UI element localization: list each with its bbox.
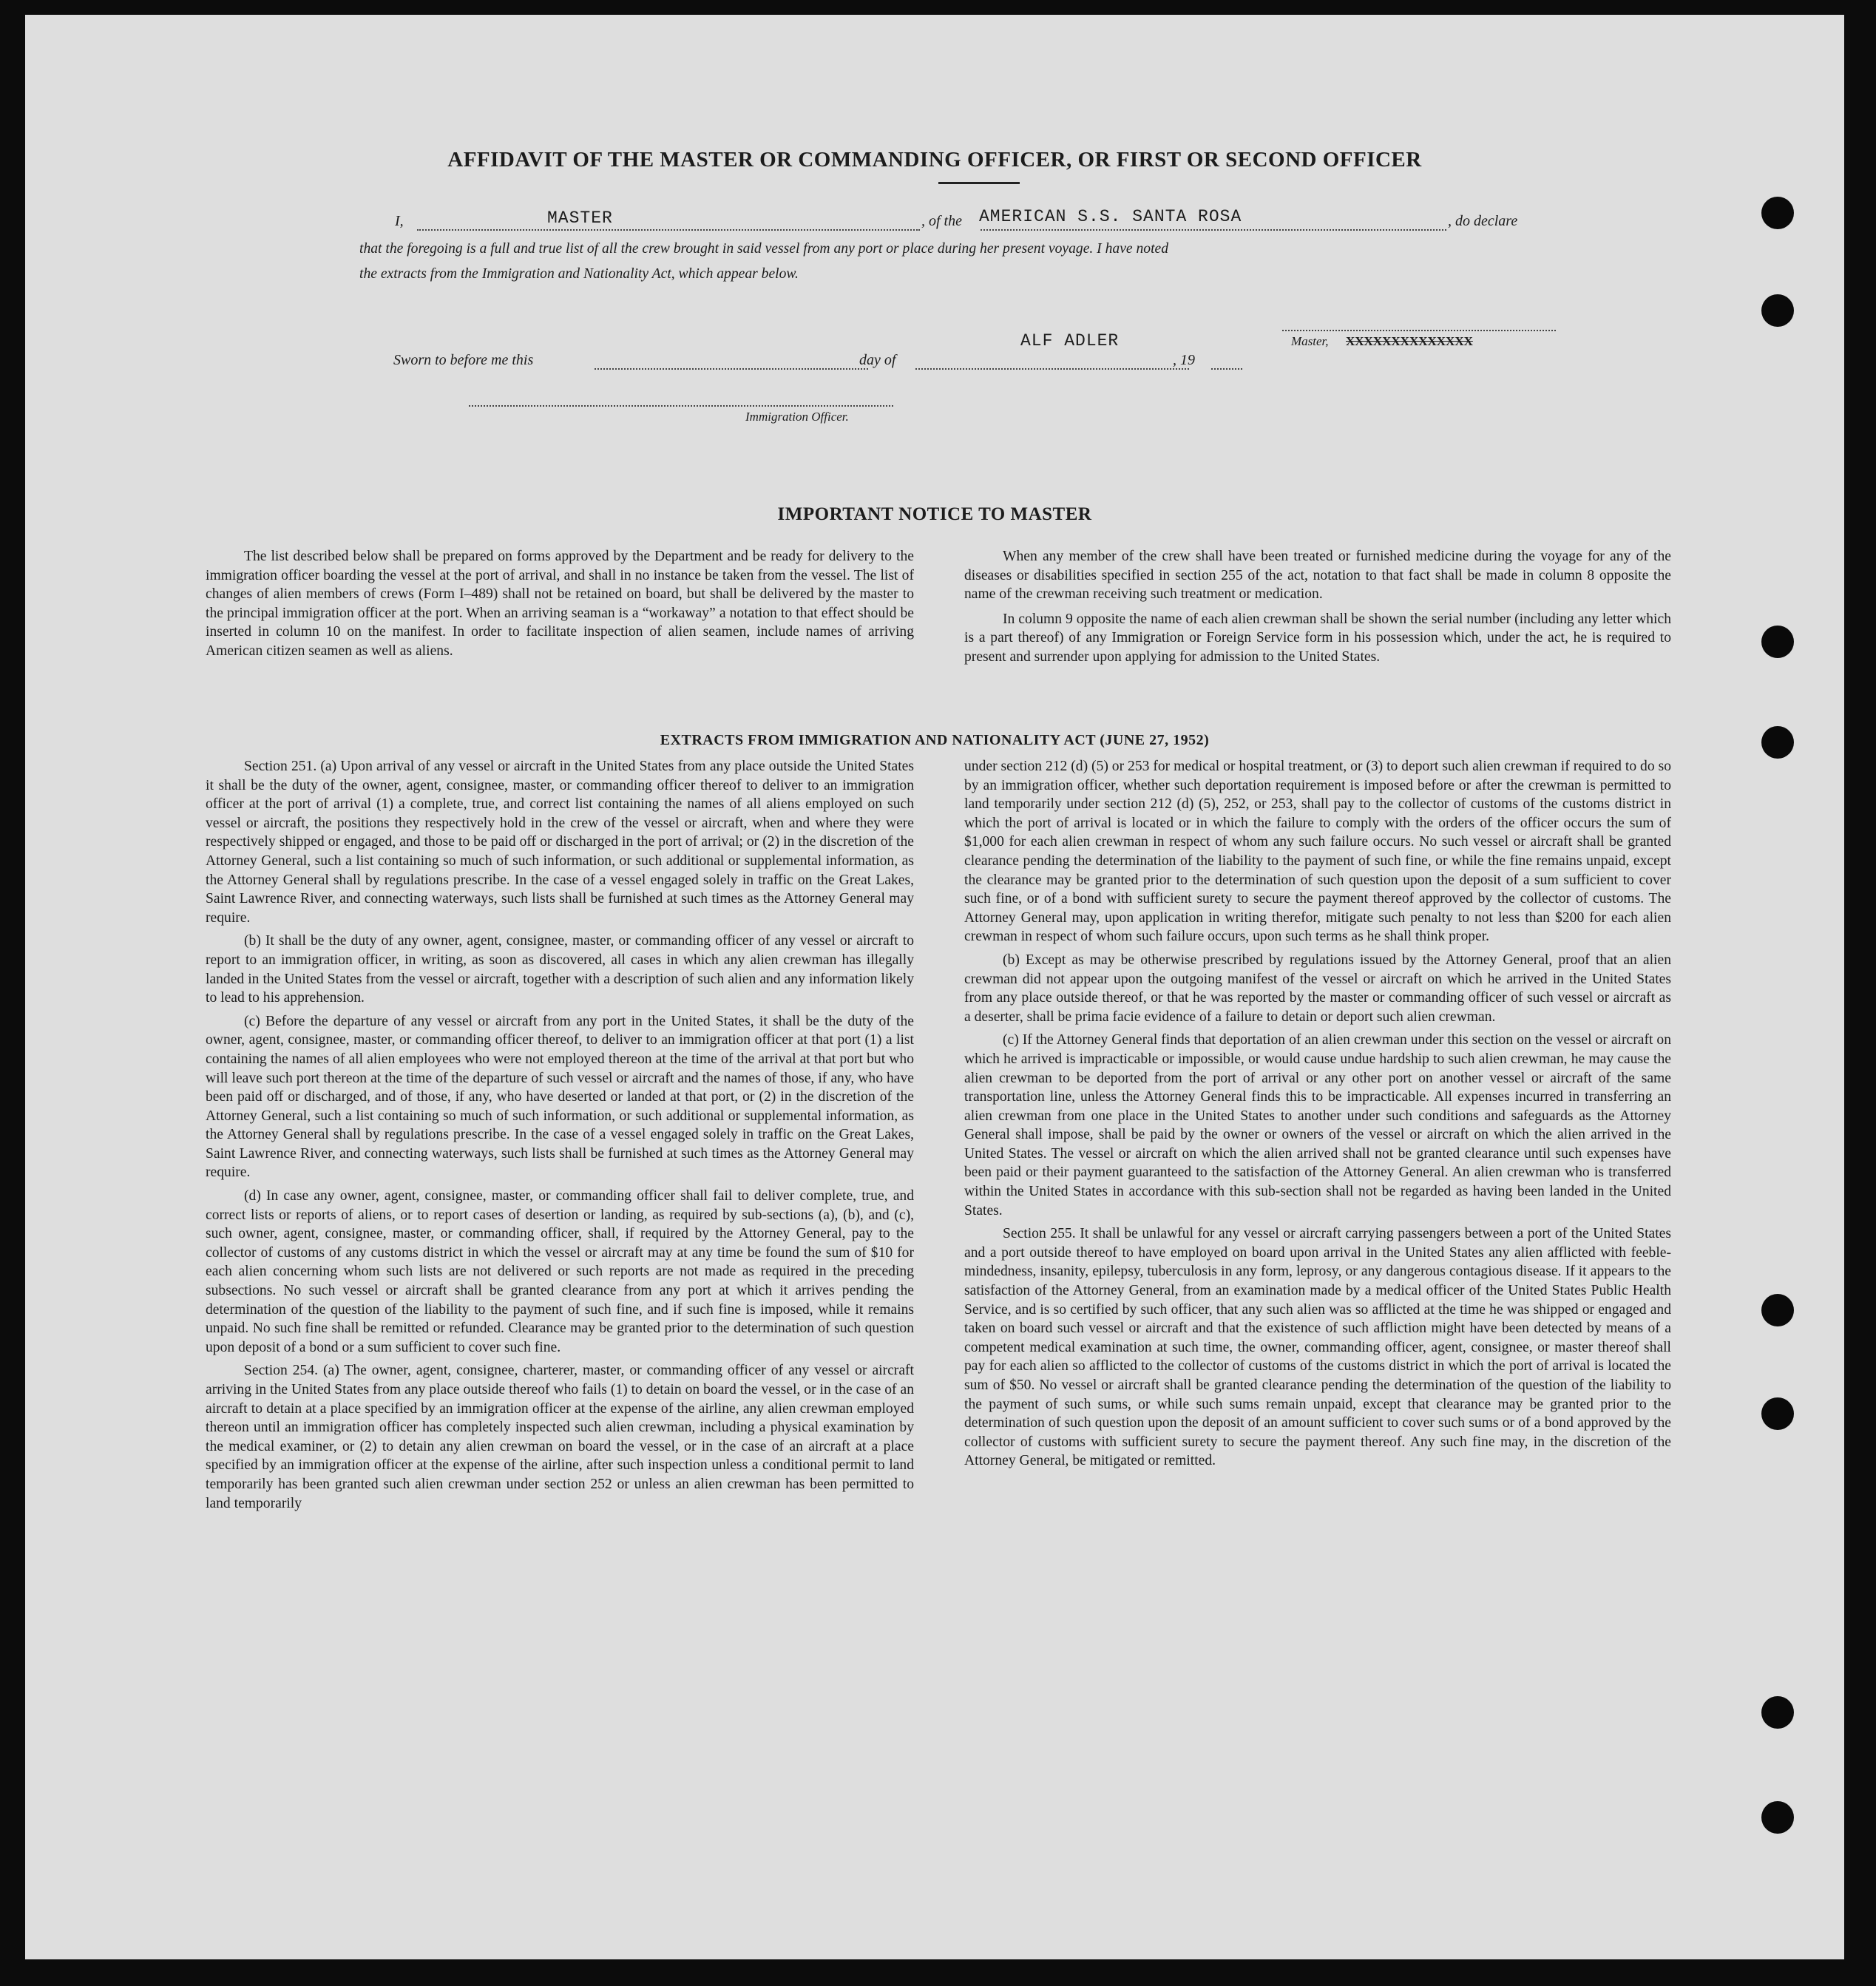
binder-hole [1761, 1801, 1794, 1834]
binder-hole [1761, 1696, 1794, 1729]
binder-hole [1761, 197, 1794, 229]
sworn-day-blank [595, 368, 868, 370]
sworn-label: Sworn to before me this [393, 352, 534, 368]
of-the-label: , of the [921, 213, 962, 229]
notice-title: IMPORTANT NOTICE TO MASTER [777, 504, 1092, 524]
extract-section-255: Section 255. It shall be unlawful for any vessel or aircraft carrying passengers between a port of the United States and a port outside thereof to have employed on board upon arrival in the United States any alien afflicted with feeble-mindedness, insanity, epilepsy, tuberculosis in any form, leprosy, or any dangerous contagious disease. If it appears to the satisfaction of the Attorney General, from an examination made by a medical officer of the United States Public Health Service, and is so certified by such officer, that any such alien was so afflicted at the time he was shipped or engaged and taken on board such vessel or aircraft and that the existence of such affliction might have been detected by means of a competent medical examination at such time, the owner, commanding officer, agent, consignee, or master thereof shall pay for each alien so afflicted to the collector of customs of the customs district in which the port of arrival is located the sum of $50. No vessel or aircraft shall be granted clearance pending the determination of the question of the liability to the payment of such sums, or while such sums remain unpaid, except that clearance may be granted prior to the determination of such question upon the deposit of an amount sufficient to cover such sums or of a bond approved by the collector of customs with sufficient surety to secure the payment thereof. Any such fine may, in the discretion of the Attorney General, be mitigated or remitted. [964, 1226, 1671, 1469]
immigration-officer-label: Immigration Officer. [745, 410, 849, 424]
year-label: , 19 [1173, 352, 1195, 368]
sworn-year-blank [1211, 368, 1242, 370]
notice-right-paragraph-2: In column 9 opposite the name of each alien crewman shall be shown the serial number (including any letter which is a part thereof) of any Immigration or Foreign Service form in his possession which, under the act, he is required to present and surrender upon applying for admission to the United States. [964, 611, 1671, 665]
officer-typed-entry: MASTER [547, 209, 613, 228]
signature-typed-entry: ALF ADLER [1020, 331, 1120, 350]
binder-hole [1761, 626, 1794, 658]
extract-section-254c: (c) If the Attorney General finds that deportation of an alien crewman under this section on the vessel or aircraft on which he arrived is impracticable or impossible, or would cause undue hardship to such alien crewman, he may cause the alien crewman to be deported from the port of arrival or any other port on another vessel or aircraft of the same transportation line, unless the Attorney General finds this to be impracticable. All expenses incurred in transferring an alien crewman from one place in the United States to another under such conditions and safeguards as the Attorney General shall impose, shall be paid by the owner or owners of the vessel or aircraft on which the alien arrived in the United States. The vessel or aircraft on which the alien arrived shall not be granted clearance until such expenses have been paid or their payment guaranteed to the satisfaction of the Attorney General. An alien crewman who is transferred within the United States in accordance with this sub-section shall not be regarded as having been landed in the United States. [964, 1032, 1671, 1219]
extract-section-251b: (b) It shall be the duty of any owner, agent, consignee, master, or commanding officer of any vessel or aircraft to report to an immigration officer, in writing, as soon as discovered, all cases in which any alien crewman has illegally landed in the United States from the vessel or aircraft, together with a description of such alien and any information likely to lead to his apprehension. [206, 933, 914, 1006]
sworn-month-blank [915, 368, 1189, 370]
extract-section-254a-continued: under section 212 (d) (5) or 253 for medical or hospital treatment, or (3) to deport such alien crewman if required to do so by an immigration officer, whether such deportation requirement is imposed before or after the crewman is permitted to land temporarily under section 212 (d) (5), 252, or 253, shall pay to the collector of customs of the customs district in which the port of arrival is located or in which the failure to comply with the orders of the officer occurs the sum of $1,000 for each alien crewman in respect of whom any such failure occurs. No such vessel or aircraft shall be granted clearance pending the determination of the liability to the payment of such fine, or while the fine remains unpaid, except the clearance may be granted prior to the determination of such question upon the deposit of a sum sufficient to cover such fine, or of a bond with sufficient surety to secure the payment thereof approved by the collector of customs. The Attorney General may, upon application in writing therefor, mitigate such penalty to not less than $200 for each alien crewman in respect of whom such failure occurs, upon such terms as he shall think proper. [964, 759, 1671, 945]
declaration-line-1: that the foregoing is a full and true list of all the crew brought in said vessel from any port or place during her present voyage. I have noted [359, 241, 1169, 257]
affidavit-title: AFFIDAVIT OF THE MASTER OR COMMANDING OFFICER, OR FIRST OR SECOND OFFICER [447, 148, 1422, 172]
i-label: I, [395, 213, 404, 229]
notice-left-column [206, 547, 914, 661]
binder-hole [1761, 294, 1794, 327]
extract-section-251a: Section 251. (a) Upon arrival of any vessel or aircraft in the United States from any place outside the United States it shall be the duty of the owner, agent, consignee, master, or commanding officer thereof to deliver to an immigration officer at the port of arrival (1) a complete, true, and correct list containing the names of all aliens employed on such vessel or aircraft, the positions they respectively hold in the crew of the vessel or aircraft, when and where they were respectively shipped or engaged, and those to be paid off or discharged in the port of arrival; or (2) in the discretion of the Attorney General, such a list containing so much of such information, or such additional or supplemental information, as the Attorney General shall by regulations prescribe. In the case of a vessel engaged solely in traffic on the Great Lakes, Saint Lawrence River, and connecting waterways, such lists shall be furnished at such times as the Attorney General may require. [206, 759, 914, 926]
day-of-label: day of [859, 352, 896, 368]
immigration-officer-blank [469, 405, 893, 407]
declaration-line-2: the extracts from the Immigration and Nationality Act, which appear below. [359, 266, 799, 282]
extract-section-251c: (c) Before the departure of any vessel or aircraft from any port in the United States, it shall be the duty of the owner, agent, consignee, master, or commanding officer thereof, to deliver to an immigration officer at that port (1) a list containing the names of all alien employees who were not employed thereon at the time of the arrival at that port but who will leave such port thereon at the time of the departure of such vessel or aircraft and the names of those, if any, who have been paid off or discharged, and of those, if any, who have deserted or landed at that port, or (2) in the discretion of the Attorney General, such a list containing so much of such information, or such additional or supplemental information, as the Attorney General shall by regulations prescribe. In the case of a vessel engaged solely in traffic on the Great Lakes, Saint Lawrence River, and connecting waterways, such lists shall be furnished at such times as the Attorney General may require. [206, 1013, 914, 1181]
extract-section-254b: (b) Except as may be otherwise prescribed by regulations issued by the Attorney General, proof that an alien crewman did not appear upon the outgoing manifest of the vessel or aircraft on which he arrived in the United States from any place outside thereof, or that he was reported by the master or commanding officer of such vessel or aircraft as a deserter, shall be prima facie evidence of a failure to detain or deport such alien crewman. [964, 952, 1671, 1025]
notice-right-column [964, 547, 1671, 667]
extract-section-251d: (d) In case any owner, agent, consignee, master, or commanding officer shall fail to deliver complete, true, and correct lists or reports of aliens, or to report cases of desertion or landing, as required by sub-sections (a), (b), and (c), such owner, agent, consignee, master, or commanding officer, shall, if required by the Attorney General, pay to the collector of customs of any customs district in which the vessel or aircraft may at any time be found the sum of $10 for each alien concerning whom such lists are not delivered or such reports are not made as required in the preceding subsections. No such vessel or aircraft shall be granted clearance from any port at which it arrives pending the determination of the question of the liability to the payment of such fine, and if such fine is imposed, while it remains unpaid. No such fine shall be remitted or refunded. Clearance may be granted prior to the determination of such question upon deposit of a bond or a sum sufficient to cover such fine. [206, 1188, 914, 1355]
document-page [25, 15, 1844, 1959]
extract-section-254a: Section 254. (a) The owner, agent, consignee, charterer, master, or commanding officer of any vessel or aircraft arriving in the United States from any place outside thereof who fails (1) to detain on board the vessel, or in the case of an aircraft to detain at a place specified by an immigration officer at the expense of the airline, any alien crewman employed thereon until an immigration officer has completely inspected such alien crewman, including a physical examination by the medical examiner, or (2) to detain any alien crewman on board the vessel, or in the case of an aircraft at a place specified by an immigration officer at the expense of the airline, after such inspection unless a conditional permit to land temporarily has been granted such alien crewman under section 252 or unless an alien crewman has been permitted to land temporarily [206, 1363, 914, 1511]
extracts-left-column [206, 757, 914, 1513]
signature-blank [1282, 330, 1556, 331]
title-rule [938, 182, 1020, 184]
notice-left-paragraph: The list described below shall be prepared on forms approved by the Department and be ready for delivery to the immigration officer boarding the vessel at the port of arrival, and shall in no instance be taken from the vessel. The list of changes of alien members of crews (Form I–489) shall not be retained on board, but shall be delivered by the master to the principal immigration officer at the port. When an arriving seaman is a “workaway” a notation to that effect should be inserted in column 10 on the manifest. In order to facilitate inspection of alien seamen, include names of arriving American citizen seamen as well as aliens. [206, 549, 914, 659]
master-label: Master, [1291, 334, 1329, 348]
binder-hole [1761, 1397, 1794, 1430]
notice-right-paragraph-1: When any member of the crew shall have been treated or furnished medicine during the voyage for any of the diseases or disabilities specified in section 255 of the act, notation to that fact shall be made in column 8 opposite the name of the crewman receiving such treatment or medication. [964, 549, 1671, 603]
do-declare-label: , do declare [1448, 213, 1518, 229]
vessel-blank [981, 229, 1446, 231]
extracts-right-column [964, 757, 1671, 1471]
extracts-title: EXTRACTS FROM IMMIGRATION AND NATIONALITY ACT (JUNE 27, 1952) [660, 732, 1210, 748]
master-struck-title: XXXXXXXXXXXXXX [1346, 334, 1473, 348]
vessel-typed-entry: AMERICAN S.S. SANTA ROSA [979, 207, 1242, 226]
binder-hole [1761, 1294, 1794, 1326]
officer-blank [417, 229, 920, 231]
